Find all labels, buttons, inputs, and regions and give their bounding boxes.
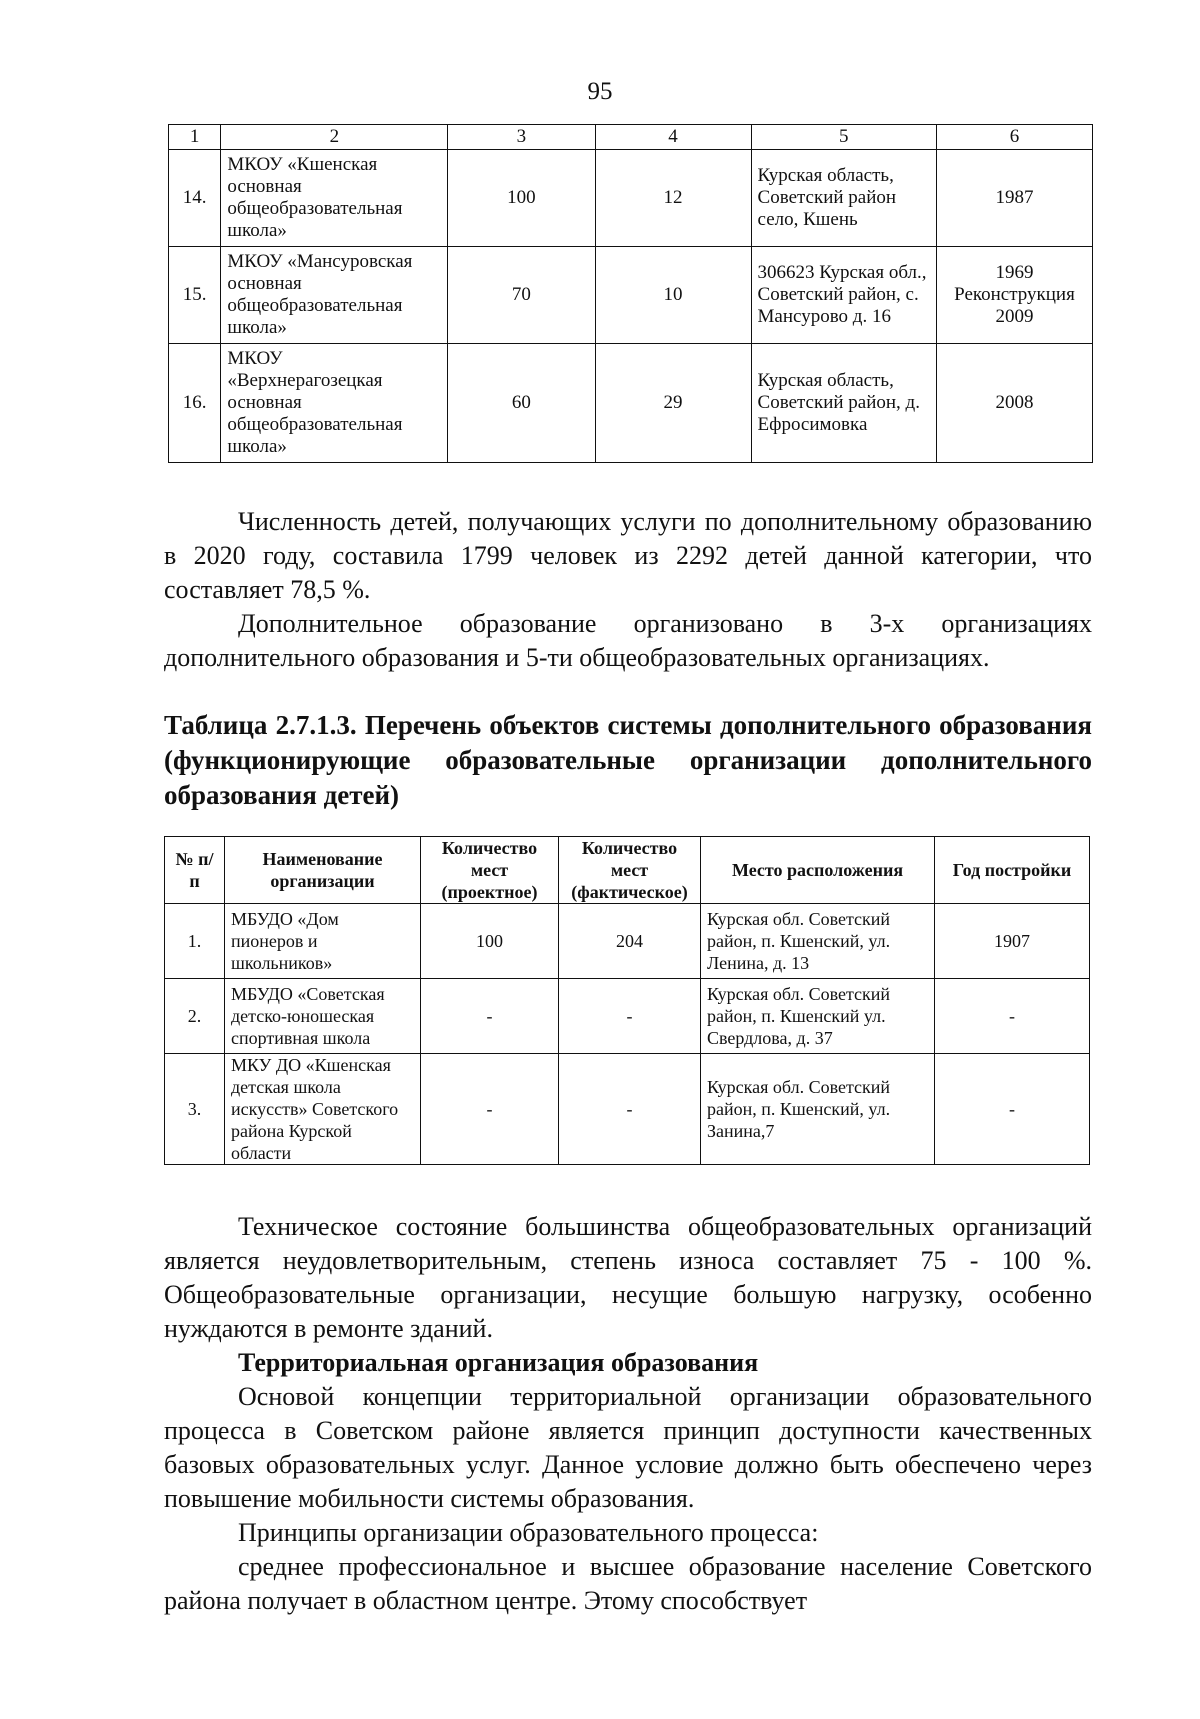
paragraph-higher-education: среднее профессиональное и высшее образование население Советского района получает в областном центре. Этому способствует [164,1552,1092,1615]
additional-education-table [164,836,1090,1165]
actual-capacity: - [559,979,701,1054]
column-number: 6 [936,125,1092,150]
organization-name: МБУДО «Дом пионеров и школьников» [225,904,421,979]
column-number: 3 [448,125,595,150]
build-year: - [935,979,1090,1054]
column-number: 4 [595,125,751,150]
design-capacity: 100 [448,150,595,247]
address: Курская область, Советский район, д. Ефросимовка [751,344,936,463]
address: 306623 Курская обл., Советский район, с. Мансурово д. 16 [751,247,936,344]
actual-capacity: 204 [559,904,701,979]
paragraph-concept: Основой концепции территориальной организации образовательного процесса в Советском районе является принцип доступности качественных базовых образовательных услуг. Данное условие должно быть обеспечено через повышение мобильности системы образования. [164,1382,1092,1513]
header-number: № п/п [165,837,225,904]
header-address: Место расположения [701,837,935,904]
address: Курская обл. Советский район, п. Кшенский ул. Свердлова, д. 37 [701,979,935,1054]
table-row [165,904,1090,979]
column-number: 1 [169,125,221,150]
section-heading: Территориальная организация образования [238,1348,759,1377]
design-capacity: 60 [448,344,595,463]
table-row [165,1054,1090,1165]
table-title: Таблица 2.7.1.3. Перечень объектов системы дополнительного образования (функционирующие образовательные организации дополнительного образования детей) [164,710,1092,810]
paragraph-organizations: Дополнительное образование организовано в 3-х организациях дополнительного образования и 5-ти общеобразовательных организациях. [164,609,1092,672]
organization-name: МКУ ДО «Кшенская детская школа искусств» Советского района Курской области [225,1054,421,1165]
build-year: 1969 Реконструкция 2009 [936,247,1092,344]
column-number: 2 [221,125,448,150]
design-capacity: - [421,979,559,1054]
design-capacity: 100 [421,904,559,979]
row-number: 3. [165,1054,225,1165]
table-row [169,150,1093,247]
table-row [169,344,1093,463]
table-header-row [169,125,1093,150]
table-row [165,979,1090,1054]
address: Курская область, Советский район село, Кшень [751,150,936,247]
schools-table [168,124,1093,463]
build-year: 1907 [935,904,1090,979]
paragraph-children-count: Численность детей, получающих услуги по дополнительному образованию в 2020 году, составила 1799 человек из 2292 детей данной категории, что составляет 78,5 %. [164,507,1092,604]
actual-capacity: 10 [595,247,751,344]
organization-name: МКОУ «Мансуровская основная общеобразовательная школа» [221,247,448,344]
column-number: 5 [751,125,936,150]
build-year: 1987 [936,150,1092,247]
paragraph-principles: Принципы организации образовательного процесса: [238,1518,819,1547]
page-number: 95 [587,78,613,105]
paragraph-technical-state: Техническое состояние большинства общеобразовательных организаций является неудовлетворительным, степень износа составляет 75 - 100 %. Общеобразовательные организации, несущие большую нагрузку, особенно нуждаются в ремонте зданий. [164,1212,1092,1343]
header-name: Наименование организации [225,837,421,904]
organization-name: МКОУ «Верхнерагозецкая основная общеобразовательная школа» [221,344,448,463]
address: Курская обл. Советский район, п. Кшенский, ул. Ленина, д. 13 [701,904,935,979]
row-number: 14. [169,150,221,247]
design-capacity: 70 [448,247,595,344]
header-actual-capacity: Количество мест (фактическое) [559,837,701,904]
row-number: 15. [169,247,221,344]
row-number: 1. [165,904,225,979]
design-capacity: - [421,1054,559,1165]
table-header-row [165,837,1090,904]
organization-name: МКОУ «Кшенская основная общеобразовательная школа» [221,150,448,247]
row-number: 2. [165,979,225,1054]
build-year: 2008 [936,344,1092,463]
header-design-capacity: Количество мест (проектное) [421,837,559,904]
actual-capacity: 12 [595,150,751,247]
header-year: Год постройки [935,837,1090,904]
organization-name: МБУДО «Советская детско-юношеская спортивная школа [225,979,421,1054]
address: Курская обл. Советский район, п. Кшенский, ул. Занина,7 [701,1054,935,1165]
table-row [169,247,1093,344]
actual-capacity: 29 [595,344,751,463]
build-year: - [935,1054,1090,1165]
actual-capacity: - [559,1054,701,1165]
row-number: 16. [169,344,221,463]
